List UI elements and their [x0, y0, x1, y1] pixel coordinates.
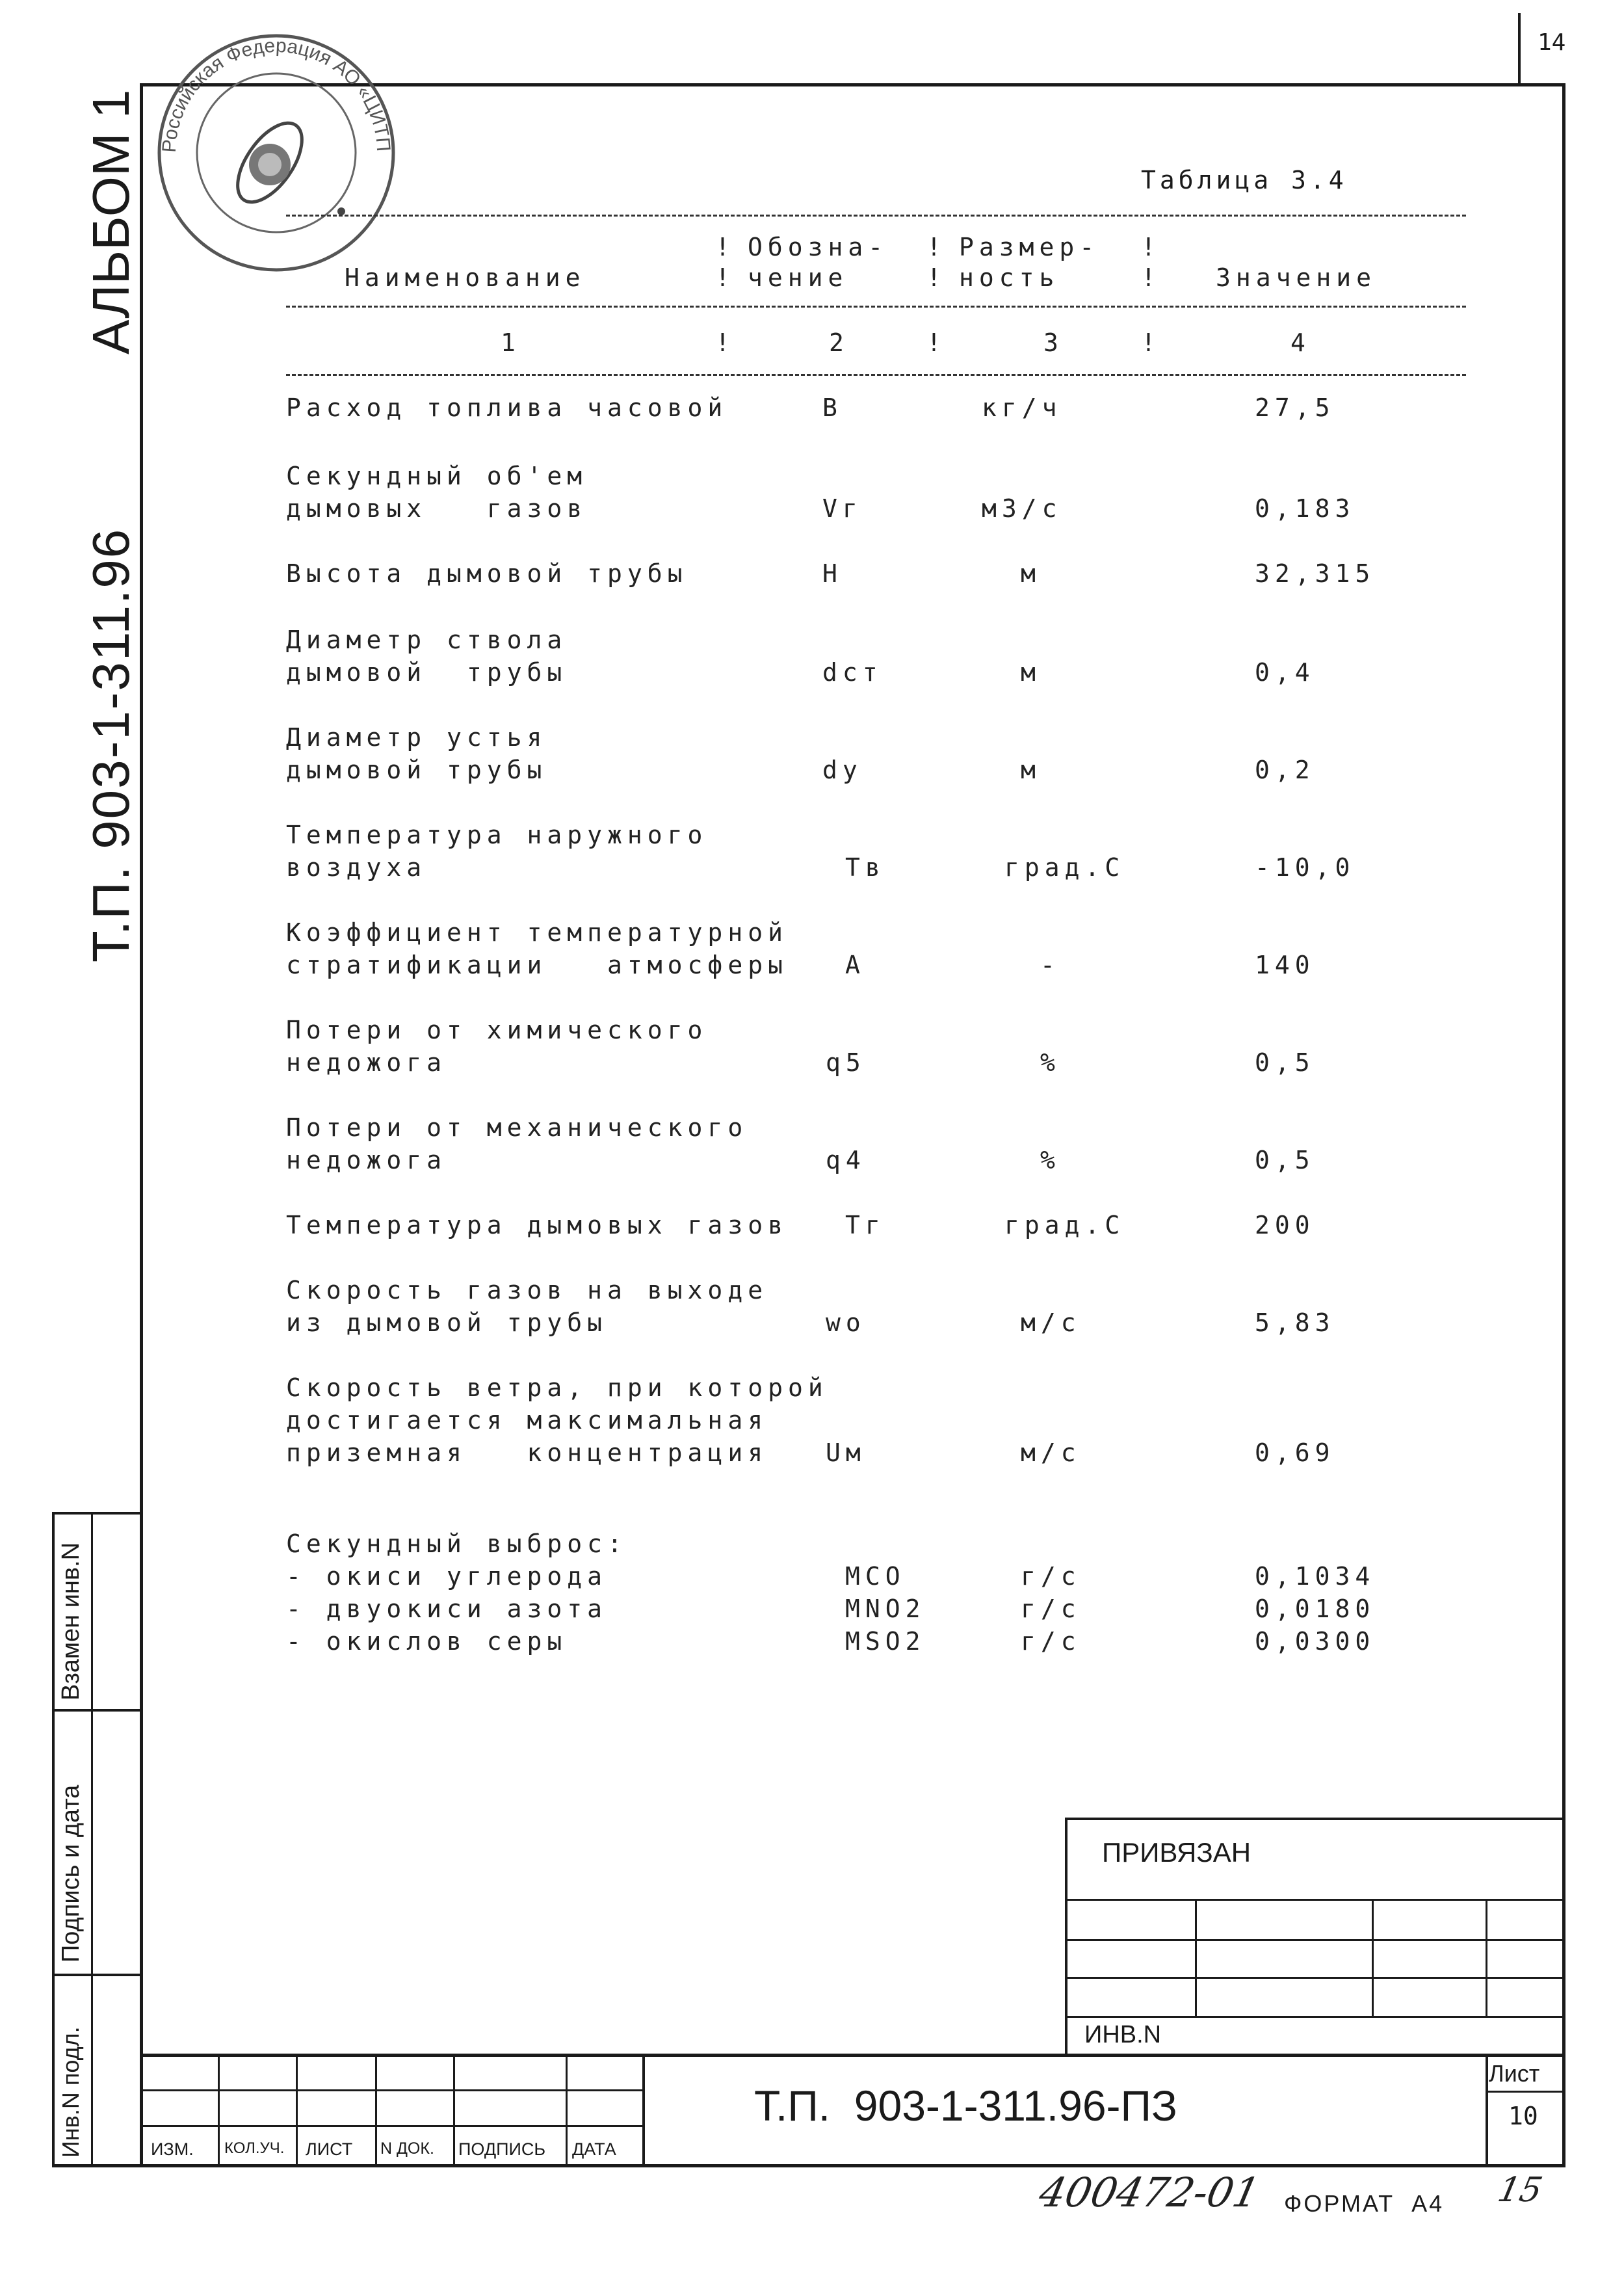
privyazan-h2: [1065, 1939, 1565, 1941]
row-value: 0,5: [1255, 1048, 1315, 1077]
stamp-top: [140, 2054, 1565, 2057]
privyazan-left: [1065, 1818, 1067, 2055]
row-symbol: dст: [822, 658, 883, 687]
row-value: 140: [1255, 951, 1315, 979]
stamp-header-izm: ИЗМ.: [151, 2139, 194, 2159]
row-value: 200: [1255, 1211, 1315, 1239]
privyazan-label: ПРИВЯЗАН: [1102, 1837, 1251, 1868]
emission-name: - окислов серы: [286, 1627, 568, 1656]
row-unit: м/с: [1021, 1308, 1081, 1337]
wind-symbol: Uм: [826, 1438, 866, 1467]
frame-left: [140, 83, 143, 2167]
wind-name-3: приземная концентрация: [286, 1438, 768, 1467]
emission-unit: г/с: [1021, 1562, 1081, 1591]
wind-value: 0,69: [1255, 1438, 1335, 1467]
row-name-2: дымовых газов: [286, 494, 588, 523]
emission-value: 0,1034: [1255, 1562, 1376, 1591]
table-title: Таблица 3.4: [1141, 166, 1348, 194]
privyazan-h4: [1065, 2016, 1565, 2018]
header-sep-2b: !: [926, 263, 947, 292]
col-number-sep-1: !: [715, 328, 735, 357]
row-unit: град.С: [1004, 853, 1125, 882]
inv-podl-label: Инв.N подл.: [57, 2026, 84, 2158]
emission-name: - двуокиси азота: [286, 1594, 608, 1623]
row-symbol: Tг: [845, 1211, 885, 1239]
row-name: Коэффициент температурной: [286, 918, 788, 947]
row-name: Потери от механического: [286, 1113, 748, 1142]
header-unit-2: ность: [959, 263, 1060, 292]
row-name-2: дымовой трубы: [286, 658, 568, 687]
row-symbol: Vг: [822, 494, 863, 523]
row-name: Температура наружного: [286, 821, 708, 849]
emission-title: Секундный выброс:: [286, 1529, 627, 1558]
stamp-col-3: [375, 2054, 377, 2167]
row-name-2: стратификации атмосферы: [286, 951, 788, 979]
row-unit: м: [1021, 559, 1041, 588]
side-cells-left: [52, 1512, 55, 2167]
row-value: 5,83: [1255, 1308, 1335, 1337]
side-cells-mid: [91, 1512, 93, 2167]
row-name-2: из дымовой трубы: [286, 1308, 608, 1337]
list-label: Лист: [1489, 2060, 1540, 2087]
row-name: Температура дымовых газов: [286, 1211, 788, 1239]
row-name-2: недожога: [286, 1048, 447, 1077]
row-unit: м: [1021, 756, 1041, 784]
wind-name-2: достигается максимальная: [286, 1406, 768, 1435]
privyazan-v1: [1195, 1899, 1197, 2016]
stamp-row-2: [140, 2125, 644, 2127]
header-unit-1: Размер-: [959, 233, 1100, 261]
row-name-2: воздуха: [286, 853, 427, 882]
frame-right: [1562, 83, 1565, 2167]
stamp-col-2: [296, 2054, 298, 2167]
row-symbol: B: [822, 393, 843, 422]
zamen-inv-label: Взамен инв.N: [57, 1542, 85, 1700]
side-cells-top: [52, 1512, 143, 1515]
header-symbol-1: Обозна-: [748, 233, 889, 261]
header-value: Значение: [1216, 263, 1377, 292]
row-symbol: wo: [826, 1308, 866, 1337]
header-sep-3a: !: [1141, 233, 1161, 261]
row-name: Секундный об'ем: [286, 462, 588, 490]
stamp-list-row: [1486, 2091, 1565, 2093]
row-symbol: A: [845, 951, 865, 979]
row-name: Диаметр устья: [286, 723, 547, 752]
podpis-data-label: Подпись и дата: [57, 1784, 85, 1963]
row-unit: -: [1040, 951, 1060, 979]
row-symbol: Tв: [845, 853, 885, 882]
privyazan-v2: [1372, 1899, 1374, 2016]
row-value: 27,5: [1255, 393, 1335, 422]
handwritten-page: 15: [1494, 2171, 1546, 2210]
list-number: 10: [1508, 2102, 1538, 2130]
emission-name: - окиси углерода: [286, 1562, 608, 1591]
header-name: Наименование: [345, 263, 586, 292]
album-label: АЛЬБОМ 1: [82, 89, 140, 354]
header-sep-3b: !: [1141, 263, 1161, 292]
emission-symbol: MNO2: [845, 1594, 926, 1623]
privyazan-h3: [1065, 1977, 1565, 1979]
stamp-text: Российская Федерация АО «ЦИТП: [158, 34, 395, 153]
col-number-2: 2: [829, 328, 849, 357]
row-name: Потери от химического: [286, 1016, 708, 1044]
row-unit: м3/с: [982, 494, 1062, 523]
header-symbol-2: чение: [748, 263, 848, 292]
row-value: 0,183: [1255, 494, 1356, 523]
handwritten-number: 400472-01: [1035, 2169, 1264, 2216]
row-value: 0,2: [1255, 756, 1315, 784]
col-number-1: 1: [501, 328, 521, 357]
page-number-divider: [1518, 13, 1521, 83]
row-name: Диаметр ствола: [286, 626, 568, 654]
format-label: ФОРМАТ А4: [1284, 2190, 1445, 2217]
privyazan-h1: [1065, 1899, 1565, 1901]
row-name: Высота дымовой трубы: [286, 559, 688, 588]
document-code: Т.П. 903-1-311.96-ПЗ: [754, 2082, 1177, 2130]
emission-value: 0,0300: [1255, 1627, 1376, 1656]
row-value: 32,315: [1255, 559, 1376, 588]
inv-n-label: ИНВ.N: [1084, 2021, 1162, 2048]
frame-bottom: [52, 2164, 1565, 2167]
col-number-sep-2: !: [926, 328, 947, 357]
row-symbol: dу: [822, 756, 863, 784]
emission-value: 0,0180: [1255, 1594, 1376, 1623]
header-rule-top: [286, 215, 1466, 217]
emission-unit: г/с: [1021, 1594, 1081, 1623]
col-number-sep-3: !: [1141, 328, 1161, 357]
row-unit: %: [1040, 1048, 1060, 1077]
stamp-header-podpis: ПОДПИСЬ: [458, 2139, 546, 2159]
row-unit: кг/ч: [982, 393, 1062, 422]
wind-unit: м/с: [1021, 1438, 1081, 1467]
col-number-4: 4: [1290, 328, 1311, 357]
side-cells-sep-1: [52, 1709, 143, 1712]
privyazan-top: [1065, 1818, 1565, 1820]
stamp-header-list: ЛИСТ: [306, 2139, 353, 2159]
emission-unit: г/с: [1021, 1627, 1081, 1656]
row-unit: %: [1040, 1146, 1060, 1174]
wind-name-1: Скорость ветра, при которой: [286, 1373, 828, 1402]
header-rule-mid: [286, 306, 1466, 308]
row-name: Расход топлива часовой: [286, 393, 728, 422]
row-value: 0,5: [1255, 1146, 1315, 1174]
header-sep-1b: !: [715, 263, 735, 292]
header-sep-1a: !: [715, 233, 735, 261]
emission-symbol: MSO2: [845, 1627, 926, 1656]
row-name-2: дымовой трубы: [286, 756, 547, 784]
stamp-header-data: ДАТА: [572, 2139, 616, 2159]
stamp-col-4: [453, 2054, 455, 2167]
row-unit: град.С: [1004, 1211, 1125, 1239]
stamp-header-koluch: КОЛ.УЧ.: [224, 2139, 285, 2157]
col-number-3: 3: [1043, 328, 1064, 357]
privyazan-v3: [1486, 1899, 1487, 2016]
row-value: -10,0: [1255, 853, 1356, 882]
stamp-list-col: [1486, 2054, 1488, 2167]
row-symbol: q5: [826, 1048, 866, 1077]
header-rule-bottom: [286, 374, 1466, 376]
row-name-2: недожога: [286, 1146, 447, 1174]
row-symbol: q4: [826, 1146, 866, 1174]
page-number-top: 14: [1538, 29, 1566, 56]
header-sep-2a: !: [926, 233, 947, 261]
row-unit: м: [1021, 658, 1041, 687]
stamp-col-5: [566, 2054, 568, 2167]
row-value: 0,4: [1255, 658, 1315, 687]
emission-symbol: MCO: [845, 1562, 906, 1591]
stamp-row-1: [140, 2089, 644, 2091]
doc-vertical-label: Т.П. 903-1-311.96: [82, 527, 140, 962]
stamp-col-6: [642, 2054, 645, 2167]
side-cells-sep-2: [52, 1974, 143, 1976]
svg-text:Российская Федерация АО «ЦИТП»: [146, 23, 394, 153]
stamp-col-1: [218, 2054, 220, 2167]
stamp-header-ndok: N ДОК.: [380, 2139, 434, 2158]
company-stamp: [146, 23, 406, 283]
row-name: Скорость газов на выходе: [286, 1276, 768, 1304]
row-symbol: H: [822, 559, 843, 588]
